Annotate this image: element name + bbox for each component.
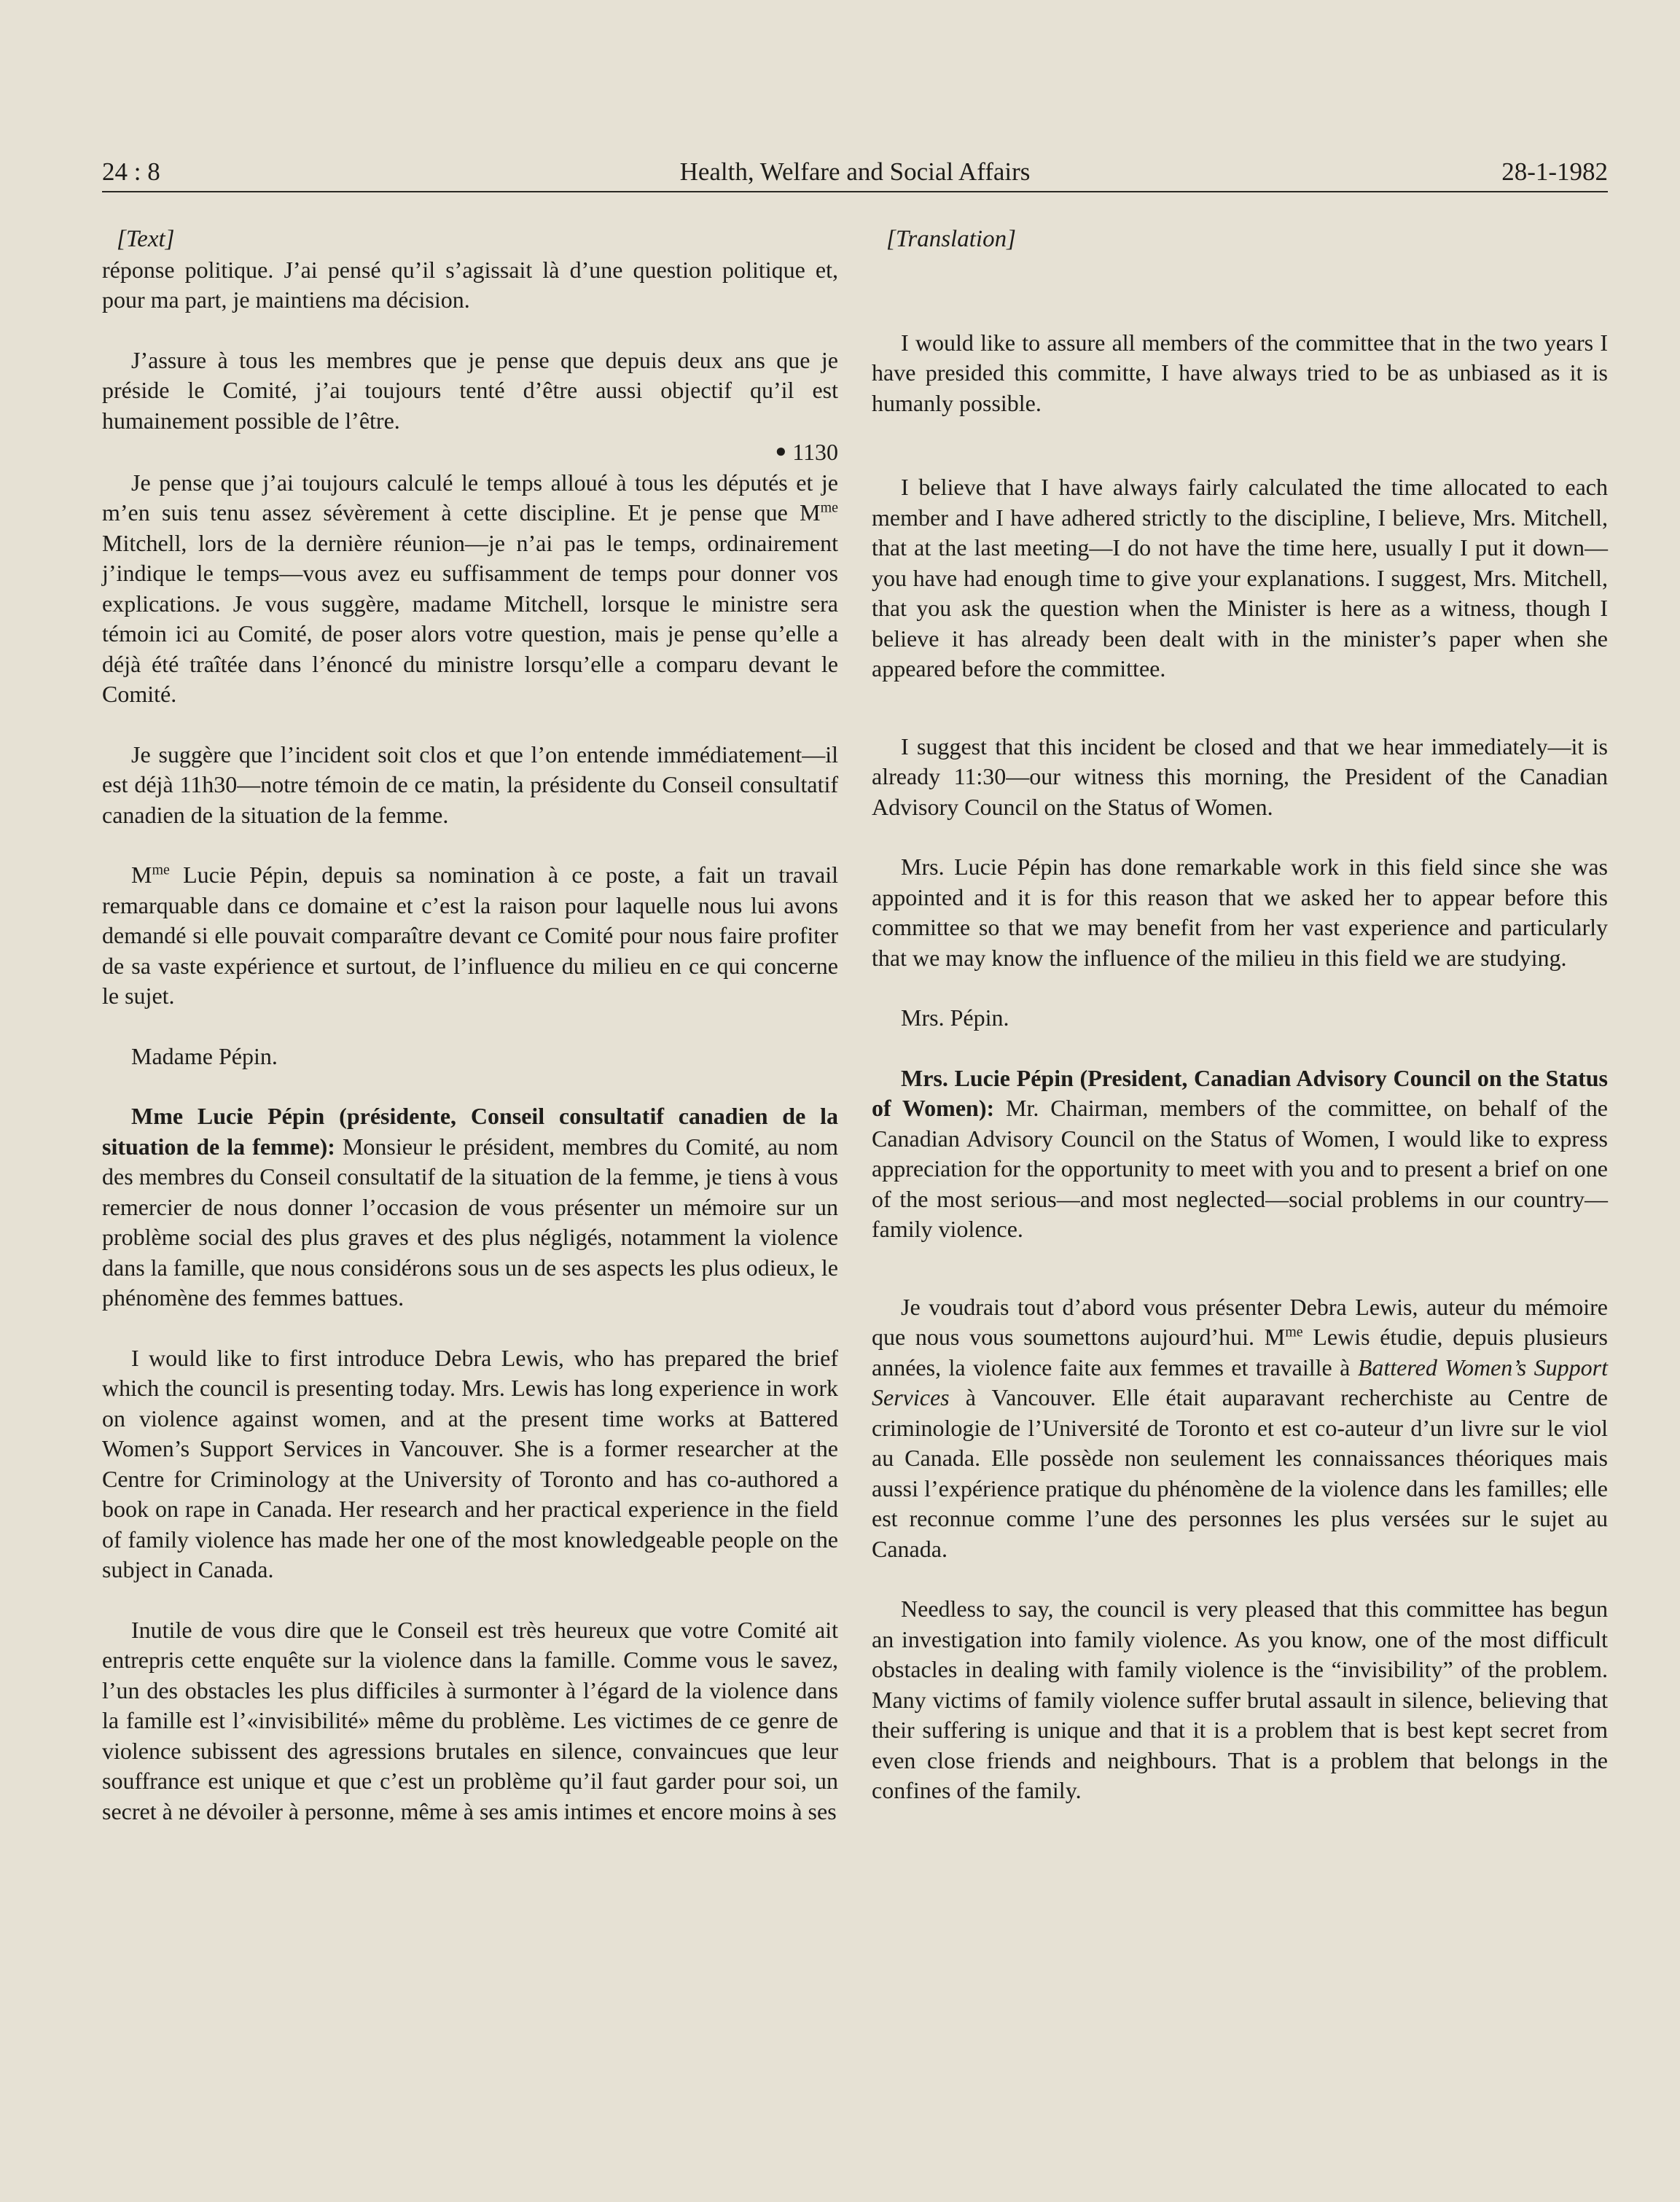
paragraph: Inutile de vous dire que le Conseil est très heureux que votre Comité ait entrepris cette enquête sur la violence dans la famille. Comme vous le savez, l’un des obstacles les plus difficiles à surmonter à l’égard de la violence dans la famille est l’«invisibilité» même du problème. Les victimes de ce genre de violence subissent des agressions brutales en silence, convaincues que leur souffrance est unique et que c’est un problème qu’il faut garder pour soi, un secret à ne dévoiler à personne, même à ses amis intimes et encore moins à ses bbox=[102, 1616, 838, 1824]
paragraph-text: Je pense que j’ai toujours calculé le temps alloué à tous les députés et je m’en suis tenu assez sévèrement à cette discipline. Et je pense que M bbox=[102, 469, 838, 526]
paragraph: Needless to say, the council is very pleased that this committee has begun an investigation into family violence. As you know, one of the most difficult obstacles in dealing with family violence is the “invisibility” of the problem. Many victims of family violence suffer brutal assault in silence, believing that their suffering is unique and that it is a problem that is best kept secret from even close friends and neighbours. That is a problem that belongs in the confines of the family. bbox=[872, 1596, 1608, 1803]
header-date: 28-1-1982 bbox=[1501, 157, 1608, 186]
paragraph-text: Lewis étudie, depuis plusieurs années, la violence faite aux femmes et travaille à bbox=[872, 1324, 1609, 1381]
time-marker-value: 1130 bbox=[792, 439, 838, 465]
speaker-name: Mme Lucie Pépin (présidente, Conseil consultatif canadien de la situation de la femme): bbox=[102, 1103, 838, 1160]
right-column bbox=[872, 225, 1608, 1806]
paragraph: I would like to first introduce Debra Lewis, who has prepared the brief which the council is presenting today. Mrs. Lewis has long experience in work on violence against women, and at the present time works at Battered Women’s Support Services in Vancouver. She is a former researcher at the Centre for Criminology at the University of Toronto and has co-authored a book on rape in Canada. Her research and her practical experience in the field of family violence has made her one of the most knowledgeable people on the subject in Canada. bbox=[102, 1344, 838, 1582]
time-marker bbox=[102, 436, 838, 468]
organization-name: Battered Women’s Support Services bbox=[872, 1354, 1609, 1410]
superscript: me bbox=[820, 499, 838, 516]
superscript: me bbox=[1285, 1324, 1303, 1340]
paragraph-text: Mr. Chairman, members of the committee, on behalf of the Canadian Advisory Council on the Status of Women, I would like to express appreciation for the opportunity to meet with you and to present a brief on one of the most serious—and most neglected—social problems in our country—family violence. bbox=[872, 1095, 1609, 1242]
text-label: [Text] bbox=[117, 226, 175, 252]
paragraph-text: M bbox=[131, 862, 152, 888]
paragraph: I suggest that this incident be closed and that we hear immediately—it is already 11:30—our witness this morning, the President of the Canadian Advisory Council on the Status of Women. bbox=[872, 733, 1608, 820]
paragraph-text: Monsieur le président, membres du Comité, au nom des membres du Conseil consultatif de la situation de la femme, je tiens à vous remercier de nous donner l’occasion de vous présenter un mémoire sur un problème social des plus graves et des plus négligés, notamment la violence dans la famille, que nous considérons sous un de ses aspects les plus odieux, le phénomène des femmes battues. bbox=[102, 1133, 839, 1311]
speaker-name: Mrs. Lucie Pépin (President, Canadian Advisory Council on the Status of Women): bbox=[872, 1064, 1608, 1121]
paragraph: Madame Pépin. bbox=[131, 1042, 278, 1069]
translation-label: [Translation] bbox=[886, 226, 1016, 252]
running-header bbox=[102, 155, 1608, 189]
paragraph-text: Lucie Pépin, depuis sa nomination à ce poste, a fait un travail remarquable dans ce domaine et c’est la raison pour laquelle nous lui avons demandé si elle pouvait comparaître devant ce Comité pour nous faire profiter de sa vaste expérience et surtout, de l’influence du milieu en ce qui concerne le sujet. bbox=[102, 862, 838, 1009]
bullet-icon: ● bbox=[775, 440, 787, 461]
paragraph: J’assure à tous les membres que je pense que depuis deux ans que je préside le Comité, j’ai toujours tenté d’être aussi objectif qu’il est humainement possible de l’être. bbox=[102, 346, 838, 434]
paragraph: Je suggère que l’incident soit clos et que l’on entende immédiatement—il est déjà 11h30—notre témoin de ce matin, la présidente du Conseil consultatif canadien de la situation de la femme. bbox=[102, 741, 838, 828]
paragraph bbox=[102, 468, 838, 710]
paragraph-text: Je voudrais tout d’abord vous présenter Debra Lewis, auteur du mémoire que nous vous soumettons aujourd’hui. M bbox=[872, 1293, 1608, 1350]
superscript: me bbox=[152, 862, 170, 878]
publication-title: Health, Welfare and Social Affairs bbox=[679, 157, 1031, 186]
header-rule bbox=[102, 191, 1608, 192]
spacer bbox=[872, 1245, 1608, 1262]
paragraph: I believe that I have always fairly calculated the time allocated to each member and I have adhered strictly to the discipline, I believe, Mrs. Mitchell, that at the last meeting—I do not have the time here, usually I put it down—you have had enough time to give your explanations. I suggest, Mrs. Mitchell, that you ask the question when the Minister is here as a witness, though I believe it has already been dealt with in the minister’s paper when she appeared before the committee. bbox=[872, 474, 1608, 682]
paragraph bbox=[102, 860, 838, 1012]
paragraph bbox=[872, 1292, 1608, 1565]
page-number: 24 : 8 bbox=[102, 157, 160, 186]
paragraph: Mrs. Lucie Pépin has done remarkable work in this field since she was appointed and it is for this reason that we asked her to appear before this committee so that we may benefit from her vast experience and particularly that we may know the influence of the milieu in this field we are studying. bbox=[872, 854, 1608, 971]
paragraph: réponse politique. J’ai pensé qu’il s’agissait là d’une question politique et, pour ma part, je maintiens ma décision. bbox=[102, 256, 838, 313]
spacer bbox=[872, 684, 1608, 702]
left-column bbox=[102, 225, 838, 1827]
paragraph-text: à Vancouver. Elle était auparavant recherchiste au Centre de criminologie de l’Université de Toronto et est co-auteur d’un livre sur le viol au Canada. Elle possède non seulement les connaissances théoriques mais aussi l’expérience pratique du phénomène de la violence dans les familles; elle est reconnue comme l’une des personnes les plus versées sur le sujet au Canada. bbox=[872, 1384, 1608, 1562]
paragraph bbox=[872, 1063, 1608, 1245]
paragraph bbox=[102, 1101, 838, 1313]
spacer bbox=[872, 418, 1608, 472]
paragraph-text: Mitchell, lors de la dernière réunion—je n’ai pas le temps, ordinairement j’indique le temps—vous avez eu suffisamment de temps pour donner vos explications. Je vous suggère, madame Mitchell, lorsque le ministre sera témoin ici au Comité, de poser alors votre question, mais je pense qu’elle a déjà été traîtée dans l’énoncé du ministre lorsqu’elle a comparu devant le Comité. bbox=[102, 529, 838, 707]
paragraph: Mrs. Pépin. bbox=[901, 1004, 1009, 1031]
paragraph: I would like to assure all members of the committee that in the two years I have presided this committe, I have always tried to be as unbiased as it is humanly possible. bbox=[872, 329, 1608, 416]
